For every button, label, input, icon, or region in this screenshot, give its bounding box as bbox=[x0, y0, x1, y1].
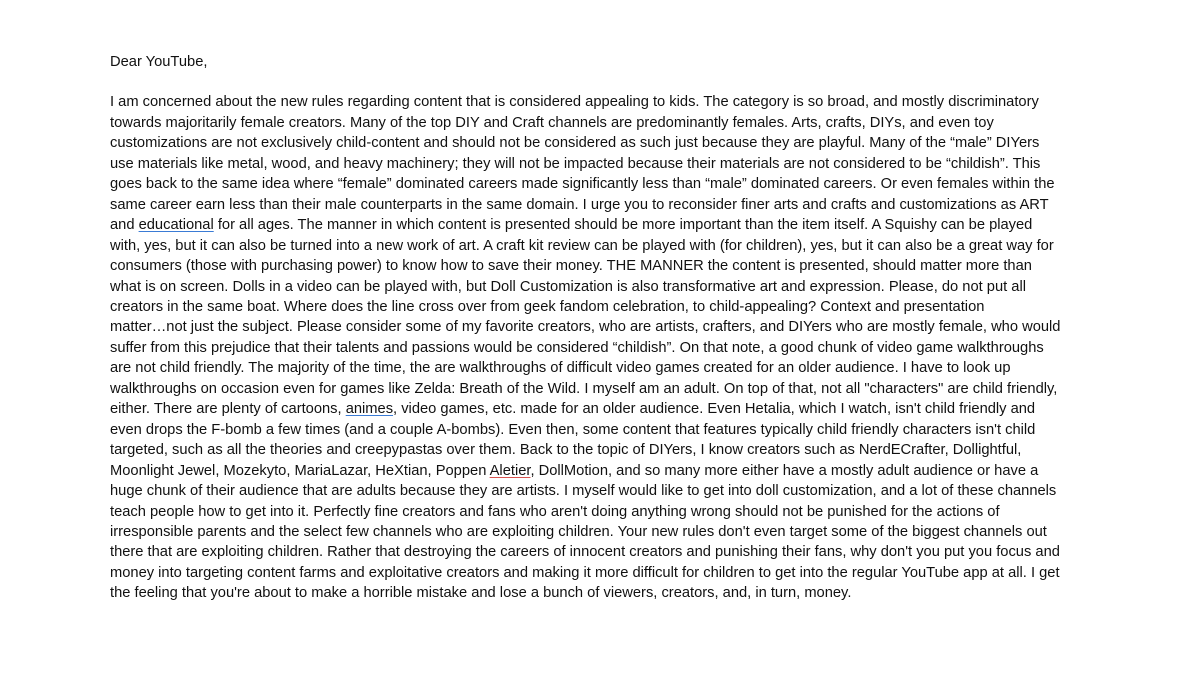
line-text: teach people how to get into it. Perfectly fine creators and fans who aren't doing anything wrong should not be punished for the actions of bbox=[110, 503, 1000, 520]
line-text: there that are exploiting children. Rather that destroying the careers of innocent creators and punishing their fans, why don't you put you focus and bbox=[110, 544, 1060, 561]
line-text: money into targeting content farms and exploitative creators and making it more difficult for children to get into the regular YouTube app at all. I get bbox=[110, 564, 1060, 581]
paragraph-line bbox=[110, 236, 1100, 256]
line-text: , video games, etc. made for an older audience. Even Hetalia, which I watch, isn't child friendly and bbox=[393, 401, 1036, 418]
line-text: towards majoritarily female creators. Many of the top DIY and Craft channels are predominantly females. Arts, crafts, DIYs, and even toy bbox=[110, 114, 994, 131]
paragraph-line bbox=[110, 583, 1100, 603]
line-text: irresponsible parents and the select few channels who are exploiting children. Your new rules don't even target some of the biggest channels out bbox=[110, 523, 1047, 540]
line-text: matter…not just the subject. Please consider some of my favorite creators, who are artists, crafters, and DIYers who are mostly female, who would bbox=[110, 319, 1061, 336]
paragraph-line bbox=[110, 154, 1100, 174]
line-text: walkthroughs on occasion even for games like Zelda: Breath of the Wild. I myself am an adult. On top of that, not all "characters" are child friendly, bbox=[110, 380, 1058, 397]
paragraph-line bbox=[110, 522, 1100, 542]
paragraph-line bbox=[110, 317, 1100, 337]
paragraph-line bbox=[110, 358, 1100, 378]
line-text: use materials like metal, wood, and heavy machinery; they will not be impacted because their materials are not considered to be “childish”. This bbox=[110, 155, 1041, 172]
paragraph-line bbox=[110, 113, 1100, 133]
line-text: for all ages. The manner in which content is presented should be more important than the item itself. A Squishy can be played bbox=[213, 217, 1033, 234]
line-text: the feeling that you're about to make a horrible mistake and lose a bunch of viewers, creators, and, in turn, money. bbox=[110, 585, 852, 602]
paragraph-line bbox=[110, 440, 1100, 460]
paragraph-line bbox=[110, 563, 1100, 583]
paragraph-line bbox=[110, 256, 1100, 276]
line-text: are not child friendly. The majority of the time, the are walkthroughs of difficult video games created for an older audience. I have to look up bbox=[110, 360, 1011, 377]
line-text: with, yes, but it can also be turned into a new work of art. A craft kit review can be played with (for children), yes, but it can also be a great way for bbox=[110, 237, 1054, 254]
line-text: and bbox=[110, 217, 139, 234]
line-text: consumers (those with purchasing power) to know how to save their money. THE MANNER the content is presented, should matter more than bbox=[110, 258, 1032, 275]
paragraph-line bbox=[110, 399, 1100, 419]
spelling-flagged-word[interactable]: Aletier bbox=[489, 462, 531, 479]
grammar-flagged-word[interactable]: educational bbox=[138, 217, 214, 234]
paragraph-line bbox=[110, 277, 1100, 297]
grammar-flagged-word[interactable]: animes bbox=[345, 401, 394, 418]
line-text: targeted, such as all the theories and creepypastas over them. Back to the topic of DIYers, I know creators such as NerdECrafter, Dollightful, bbox=[110, 442, 1022, 459]
line-text: suffer from this prejudice that their talents and passions would be considered “childish”. On that note, a good chunk of video game walkthroughs bbox=[110, 339, 1044, 356]
paragraph-line bbox=[110, 215, 1100, 235]
paragraph-line bbox=[110, 92, 1100, 112]
line-text: creators in the same boat. Where does the line cross over from geek fandom celebration, to child-appealing? Context and presentation bbox=[110, 298, 985, 315]
line-text: customizations are not exclusively child-content and should not be considered as such just because they are playful. Many of the “male” DIYers bbox=[110, 135, 1040, 152]
paragraph-line bbox=[110, 481, 1100, 501]
line-text: I am concerned about the new rules regarding content that is considered appealing to kids. The category is so broad, and mostly discriminatory bbox=[110, 94, 1039, 111]
paragraph-line bbox=[110, 338, 1100, 358]
letter-body bbox=[110, 52, 1100, 604]
line-text: goes back to the same idea where “female” dominated careers made significantly less than “male” dominated careers. Or even females within the bbox=[110, 176, 1055, 193]
line-text: same career earn less than their male counterparts in the same domain. I urge you to reconsider finer arts and crafts and customizations as ART bbox=[110, 196, 1049, 213]
paragraph-line bbox=[110, 195, 1100, 215]
paragraph-line bbox=[110, 174, 1100, 194]
line-text: , DollMotion, and so many more either have a mostly adult audience or have a bbox=[530, 462, 1039, 479]
paragraph-line bbox=[110, 502, 1100, 522]
paragraph-line bbox=[110, 133, 1100, 153]
line-text: Moonlight Jewel, Mozekyto, MariaLazar, HeXtian, Poppen bbox=[110, 462, 490, 479]
line-text: even drops the F-bomb a few times (and a couple A-bombs). Even then, some content that features typically child friendly characters isn't child bbox=[110, 421, 1036, 438]
paragraph-line bbox=[110, 420, 1100, 440]
line-text: huge chunk of their audience that are adults because they are artists. I myself would like to get into doll customization, and a lot of these channels bbox=[110, 483, 1057, 500]
line-text: either. There are plenty of cartoons, bbox=[110, 401, 346, 418]
greeting-line: Dear YouTube, bbox=[110, 54, 208, 70]
paragraph-line bbox=[110, 297, 1100, 317]
line-text: what is on screen. Dolls in a video can be played with, but Doll Customization is also transformative art and expression. Please, do not put all bbox=[110, 278, 1026, 295]
paragraph-line bbox=[110, 379, 1100, 399]
paragraph-line bbox=[110, 461, 1100, 481]
paragraph-line bbox=[110, 542, 1100, 562]
letter-paragraph bbox=[110, 92, 1100, 603]
